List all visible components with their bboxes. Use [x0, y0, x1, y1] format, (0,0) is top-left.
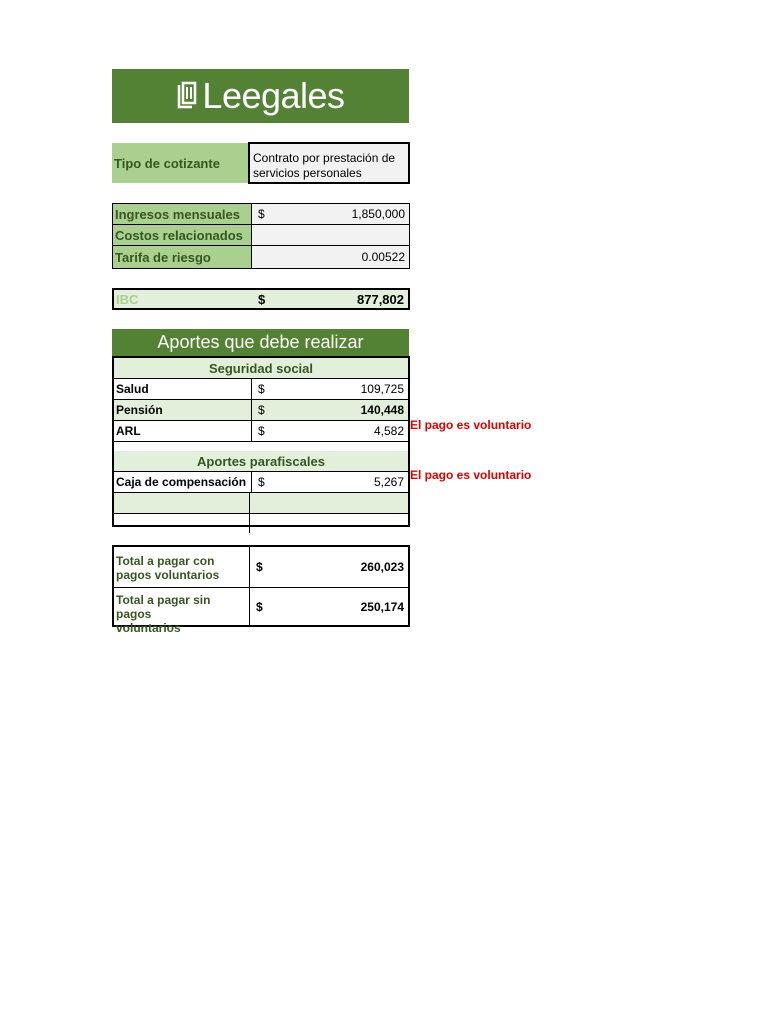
cotizante-value-line1: Contrato por prestación de: [253, 151, 396, 165]
empty-cell: [114, 493, 250, 513]
arl-label: ARL: [114, 421, 252, 441]
cotizante-value[interactable]: [248, 142, 410, 184]
ingresos-label: Ingresos mensuales: [113, 204, 252, 225]
pension-label: Pensión: [114, 400, 252, 420]
caja-value: $ 5,267: [258, 475, 404, 489]
salud-row: [114, 379, 408, 400]
caja-voluntary-note: El pago es voluntario: [410, 468, 532, 482]
empty-cell: [250, 514, 408, 533]
totales-table: [112, 545, 410, 635]
costos-input[interactable]: [252, 225, 409, 246]
empty-cell: [250, 493, 408, 513]
parafiscales-header: Aportes parafiscales: [114, 451, 408, 472]
ingresos-input[interactable]: $ 1,850,000: [252, 204, 409, 225]
pension-row: [114, 400, 408, 421]
brand-logo: [112, 69, 409, 123]
ibc-row: [112, 288, 410, 310]
total-con-label: Total a pagar con pagos voluntarios: [114, 547, 250, 587]
aportes-table: [112, 356, 410, 527]
salud-label: Salud: [114, 379, 252, 399]
aportes-title: Aportes que debe realizar: [112, 329, 409, 356]
inputs-table: [112, 203, 410, 269]
spacer: [114, 442, 408, 451]
total-sin-label: Total a pagar sin pagos voluntarios: [114, 588, 250, 626]
caja-row: [114, 472, 408, 493]
empty-row-1: [114, 493, 408, 514]
arl-voluntary-note: El pago es voluntario: [410, 418, 532, 432]
ibc-value: $ 877,802: [258, 291, 404, 307]
total-sin-row: [114, 588, 408, 635]
total-con-row: [114, 547, 408, 588]
arl-value: $ 4,582: [258, 424, 404, 438]
total-con-value: $ 260,023: [256, 560, 404, 574]
cotizante-label-text: Tipo de cotizante: [114, 155, 220, 171]
empty-row-2: [114, 514, 408, 533]
arl-row: [114, 421, 408, 442]
empty-cell: [114, 514, 250, 533]
caja-label: Caja de compensación: [114, 472, 252, 492]
salud-value: $ 109,725: [258, 382, 404, 396]
book-icon: [176, 81, 198, 111]
brand-name: Leegales: [202, 75, 345, 116]
ibc-label: IBC: [116, 291, 139, 307]
seguridad-social-header: Seguridad social: [114, 358, 408, 379]
cotizante-value-line2: servicios personales: [253, 166, 362, 180]
pension-value: $ 140,448: [258, 403, 404, 417]
costos-label: Costos relacionados: [113, 225, 252, 246]
total-sin-value: $ 250,174: [256, 600, 404, 614]
tarifa-input[interactable]: 0.00522: [252, 246, 409, 268]
tarifa-label: Tarifa de riesgo: [113, 246, 252, 268]
cotizante-label: [112, 143, 248, 183]
